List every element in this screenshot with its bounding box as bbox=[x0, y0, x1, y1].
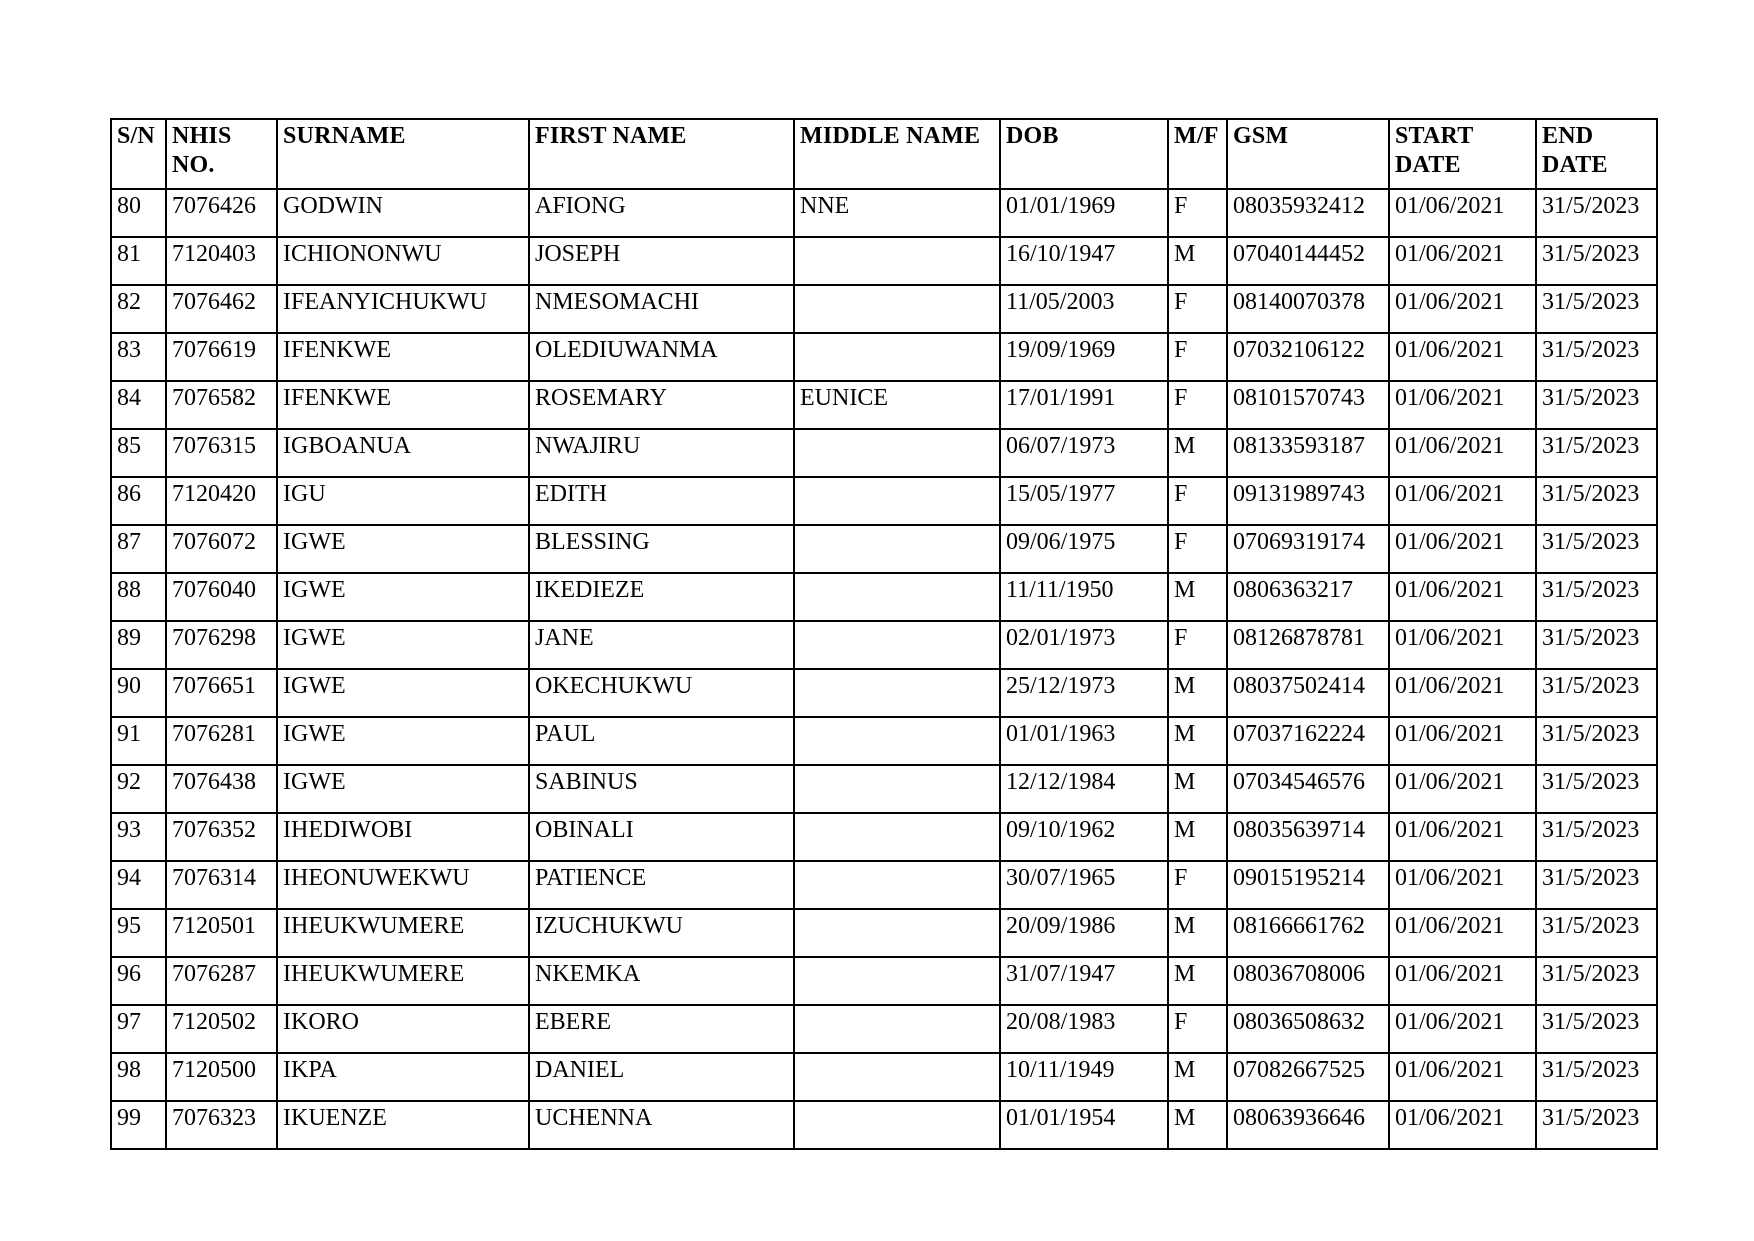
cell-middle-name: NNE bbox=[794, 189, 1000, 237]
column-header-first-name: FIRST NAME bbox=[529, 119, 794, 189]
cell-first-name: OBINALI bbox=[529, 813, 794, 861]
cell-dob: 20/09/1986 bbox=[1000, 909, 1168, 957]
table-row bbox=[111, 765, 1657, 813]
table-row bbox=[111, 381, 1657, 429]
cell-sn: 80 bbox=[111, 189, 166, 237]
cell-end-date: 31/5/2023 bbox=[1536, 525, 1657, 573]
cell-end-date: 31/5/2023 bbox=[1536, 621, 1657, 669]
cell-gsm: 07082667525 bbox=[1227, 1053, 1389, 1101]
cell-end-date: 31/5/2023 bbox=[1536, 1053, 1657, 1101]
table-row bbox=[111, 189, 1657, 237]
cell-nhis-no: 7076438 bbox=[166, 765, 277, 813]
table-row bbox=[111, 813, 1657, 861]
cell-dob: 17/01/1991 bbox=[1000, 381, 1168, 429]
cell-end-date: 31/5/2023 bbox=[1536, 237, 1657, 285]
cell-nhis-no: 7076651 bbox=[166, 669, 277, 717]
cell-gsm: 08140070378 bbox=[1227, 285, 1389, 333]
cell-nhis-no: 7076352 bbox=[166, 813, 277, 861]
cell-first-name: JOSEPH bbox=[529, 237, 794, 285]
cell-sn: 91 bbox=[111, 717, 166, 765]
cell-sn: 95 bbox=[111, 909, 166, 957]
cell-nhis-no: 7076281 bbox=[166, 717, 277, 765]
cell-dob: 25/12/1973 bbox=[1000, 669, 1168, 717]
cell-first-name: NWAJIRU bbox=[529, 429, 794, 477]
table-row bbox=[111, 669, 1657, 717]
cell-sex: M bbox=[1168, 957, 1227, 1005]
table-row bbox=[111, 477, 1657, 525]
cell-start-date: 01/06/2021 bbox=[1389, 1101, 1536, 1149]
cell-surname: GODWIN bbox=[277, 189, 529, 237]
column-header-middle-name: MIDDLE NAME bbox=[794, 119, 1000, 189]
cell-surname: IGBOANUA bbox=[277, 429, 529, 477]
cell-middle-name bbox=[794, 1053, 1000, 1101]
cell-dob: 30/07/1965 bbox=[1000, 861, 1168, 909]
cell-first-name: DANIEL bbox=[529, 1053, 794, 1101]
cell-start-date: 01/06/2021 bbox=[1389, 1053, 1536, 1101]
table-row bbox=[111, 957, 1657, 1005]
cell-dob: 12/12/1984 bbox=[1000, 765, 1168, 813]
cell-sex: M bbox=[1168, 573, 1227, 621]
table-row bbox=[111, 909, 1657, 957]
cell-end-date: 31/5/2023 bbox=[1536, 669, 1657, 717]
enrollee-table bbox=[110, 118, 1658, 1150]
table-body bbox=[111, 189, 1657, 1149]
cell-first-name: ROSEMARY bbox=[529, 381, 794, 429]
column-header-nhis-no: NHIS NO. bbox=[166, 119, 277, 189]
cell-surname: IGU bbox=[277, 477, 529, 525]
cell-nhis-no: 7076315 bbox=[166, 429, 277, 477]
column-header-end-date: END DATE bbox=[1536, 119, 1657, 189]
cell-gsm: 08036708006 bbox=[1227, 957, 1389, 1005]
cell-start-date: 01/06/2021 bbox=[1389, 813, 1536, 861]
cell-dob: 06/07/1973 bbox=[1000, 429, 1168, 477]
cell-first-name: SABINUS bbox=[529, 765, 794, 813]
table-row bbox=[111, 1101, 1657, 1149]
table-row bbox=[111, 237, 1657, 285]
table-row bbox=[111, 285, 1657, 333]
cell-end-date: 31/5/2023 bbox=[1536, 429, 1657, 477]
cell-dob: 20/08/1983 bbox=[1000, 1005, 1168, 1053]
table-row bbox=[111, 573, 1657, 621]
cell-sn: 87 bbox=[111, 525, 166, 573]
cell-middle-name: EUNICE bbox=[794, 381, 1000, 429]
cell-start-date: 01/06/2021 bbox=[1389, 861, 1536, 909]
cell-first-name: BLESSING bbox=[529, 525, 794, 573]
cell-middle-name bbox=[794, 237, 1000, 285]
table-header bbox=[111, 119, 1657, 189]
cell-sex: F bbox=[1168, 1005, 1227, 1053]
cell-start-date: 01/06/2021 bbox=[1389, 621, 1536, 669]
cell-gsm: 08166661762 bbox=[1227, 909, 1389, 957]
cell-end-date: 31/5/2023 bbox=[1536, 957, 1657, 1005]
cell-sn: 85 bbox=[111, 429, 166, 477]
column-header-start-date: START DATE bbox=[1389, 119, 1536, 189]
cell-start-date: 01/06/2021 bbox=[1389, 189, 1536, 237]
table-row bbox=[111, 717, 1657, 765]
cell-middle-name bbox=[794, 429, 1000, 477]
cell-end-date: 31/5/2023 bbox=[1536, 765, 1657, 813]
cell-surname: IGWE bbox=[277, 717, 529, 765]
table-row bbox=[111, 525, 1657, 573]
cell-middle-name bbox=[794, 525, 1000, 573]
cell-nhis-no: 7120500 bbox=[166, 1053, 277, 1101]
cell-sn: 93 bbox=[111, 813, 166, 861]
cell-surname: IGWE bbox=[277, 621, 529, 669]
cell-nhis-no: 7120403 bbox=[166, 237, 277, 285]
cell-end-date: 31/5/2023 bbox=[1536, 1101, 1657, 1149]
cell-gsm: 08036508632 bbox=[1227, 1005, 1389, 1053]
cell-surname: ICHIONONWU bbox=[277, 237, 529, 285]
cell-start-date: 01/06/2021 bbox=[1389, 333, 1536, 381]
cell-first-name: NMESOMACHI bbox=[529, 285, 794, 333]
cell-middle-name bbox=[794, 909, 1000, 957]
cell-sex: F bbox=[1168, 525, 1227, 573]
table-row bbox=[111, 333, 1657, 381]
cell-sn: 81 bbox=[111, 237, 166, 285]
cell-start-date: 01/06/2021 bbox=[1389, 285, 1536, 333]
cell-surname: IGWE bbox=[277, 573, 529, 621]
cell-surname: IHEUKWUMERE bbox=[277, 957, 529, 1005]
cell-dob: 11/11/1950 bbox=[1000, 573, 1168, 621]
cell-sex: F bbox=[1168, 285, 1227, 333]
cell-sex: F bbox=[1168, 621, 1227, 669]
cell-middle-name bbox=[794, 813, 1000, 861]
cell-gsm: 08035639714 bbox=[1227, 813, 1389, 861]
cell-nhis-no: 7120502 bbox=[166, 1005, 277, 1053]
cell-start-date: 01/06/2021 bbox=[1389, 429, 1536, 477]
cell-sex: F bbox=[1168, 333, 1227, 381]
cell-start-date: 01/06/2021 bbox=[1389, 237, 1536, 285]
cell-sex: M bbox=[1168, 1101, 1227, 1149]
cell-middle-name bbox=[794, 861, 1000, 909]
cell-gsm: 09131989743 bbox=[1227, 477, 1389, 525]
cell-surname: IFENKWE bbox=[277, 333, 529, 381]
cell-end-date: 31/5/2023 bbox=[1536, 333, 1657, 381]
cell-gsm: 08037502414 bbox=[1227, 669, 1389, 717]
cell-sn: 92 bbox=[111, 765, 166, 813]
cell-middle-name bbox=[794, 957, 1000, 1005]
table-row bbox=[111, 429, 1657, 477]
column-header-gsm: GSM bbox=[1227, 119, 1389, 189]
cell-dob: 09/06/1975 bbox=[1000, 525, 1168, 573]
column-header-surname: SURNAME bbox=[277, 119, 529, 189]
table-row bbox=[111, 1005, 1657, 1053]
cell-first-name: NKEMKA bbox=[529, 957, 794, 1005]
cell-first-name: UCHENNA bbox=[529, 1101, 794, 1149]
cell-sn: 84 bbox=[111, 381, 166, 429]
cell-first-name: AFIONG bbox=[529, 189, 794, 237]
cell-start-date: 01/06/2021 bbox=[1389, 477, 1536, 525]
column-header-sex: M/F bbox=[1168, 119, 1227, 189]
cell-sn: 96 bbox=[111, 957, 166, 1005]
cell-nhis-no: 7120501 bbox=[166, 909, 277, 957]
header-row bbox=[111, 119, 1657, 189]
cell-first-name: OLEDIUWANMA bbox=[529, 333, 794, 381]
cell-dob: 16/10/1947 bbox=[1000, 237, 1168, 285]
cell-dob: 15/05/1977 bbox=[1000, 477, 1168, 525]
cell-start-date: 01/06/2021 bbox=[1389, 717, 1536, 765]
cell-end-date: 31/5/2023 bbox=[1536, 861, 1657, 909]
cell-start-date: 01/06/2021 bbox=[1389, 525, 1536, 573]
cell-sn: 90 bbox=[111, 669, 166, 717]
cell-end-date: 31/5/2023 bbox=[1536, 285, 1657, 333]
cell-sex: F bbox=[1168, 477, 1227, 525]
cell-surname: IKPA bbox=[277, 1053, 529, 1101]
cell-first-name: EDITH bbox=[529, 477, 794, 525]
cell-dob: 01/01/1954 bbox=[1000, 1101, 1168, 1149]
cell-end-date: 31/5/2023 bbox=[1536, 717, 1657, 765]
column-header-sn: S/N bbox=[111, 119, 166, 189]
cell-sn: 97 bbox=[111, 1005, 166, 1053]
table-row bbox=[111, 1053, 1657, 1101]
cell-dob: 09/10/1962 bbox=[1000, 813, 1168, 861]
cell-middle-name bbox=[794, 1005, 1000, 1053]
cell-sn: 89 bbox=[111, 621, 166, 669]
cell-nhis-no: 7076619 bbox=[166, 333, 277, 381]
cell-middle-name bbox=[794, 1101, 1000, 1149]
cell-surname: IKORO bbox=[277, 1005, 529, 1053]
cell-sex: M bbox=[1168, 237, 1227, 285]
cell-start-date: 01/06/2021 bbox=[1389, 573, 1536, 621]
cell-middle-name bbox=[794, 621, 1000, 669]
cell-middle-name bbox=[794, 717, 1000, 765]
cell-middle-name bbox=[794, 477, 1000, 525]
cell-start-date: 01/06/2021 bbox=[1389, 1005, 1536, 1053]
cell-gsm: 07037162224 bbox=[1227, 717, 1389, 765]
cell-nhis-no: 7076462 bbox=[166, 285, 277, 333]
cell-nhis-no: 7076072 bbox=[166, 525, 277, 573]
cell-end-date: 31/5/2023 bbox=[1536, 189, 1657, 237]
cell-first-name: IZUCHUKWU bbox=[529, 909, 794, 957]
cell-end-date: 31/5/2023 bbox=[1536, 381, 1657, 429]
cell-surname: IFEANYICHUKWU bbox=[277, 285, 529, 333]
cell-nhis-no: 7076323 bbox=[166, 1101, 277, 1149]
cell-end-date: 31/5/2023 bbox=[1536, 909, 1657, 957]
cell-middle-name bbox=[794, 573, 1000, 621]
cell-sex: M bbox=[1168, 429, 1227, 477]
table-row bbox=[111, 621, 1657, 669]
cell-dob: 01/01/1969 bbox=[1000, 189, 1168, 237]
cell-surname: IGWE bbox=[277, 669, 529, 717]
cell-sn: 99 bbox=[111, 1101, 166, 1149]
cell-nhis-no: 7076040 bbox=[166, 573, 277, 621]
cell-start-date: 01/06/2021 bbox=[1389, 765, 1536, 813]
cell-nhis-no: 7076287 bbox=[166, 957, 277, 1005]
cell-sn: 94 bbox=[111, 861, 166, 909]
cell-surname: IHEDIWOBI bbox=[277, 813, 529, 861]
cell-first-name: EBERE bbox=[529, 1005, 794, 1053]
cell-first-name: PAUL bbox=[529, 717, 794, 765]
cell-sn: 98 bbox=[111, 1053, 166, 1101]
cell-dob: 31/07/1947 bbox=[1000, 957, 1168, 1005]
cell-first-name: PATIENCE bbox=[529, 861, 794, 909]
cell-gsm: 07032106122 bbox=[1227, 333, 1389, 381]
cell-sex: F bbox=[1168, 189, 1227, 237]
cell-surname: IGWE bbox=[277, 765, 529, 813]
cell-end-date: 31/5/2023 bbox=[1536, 1005, 1657, 1053]
cell-first-name: JANE bbox=[529, 621, 794, 669]
cell-end-date: 31/5/2023 bbox=[1536, 573, 1657, 621]
cell-gsm: 09015195214 bbox=[1227, 861, 1389, 909]
cell-nhis-no: 7076426 bbox=[166, 189, 277, 237]
cell-nhis-no: 7120420 bbox=[166, 477, 277, 525]
cell-dob: 10/11/1949 bbox=[1000, 1053, 1168, 1101]
cell-surname: IKUENZE bbox=[277, 1101, 529, 1149]
cell-gsm: 08101570743 bbox=[1227, 381, 1389, 429]
cell-sn: 88 bbox=[111, 573, 166, 621]
cell-sex: M bbox=[1168, 813, 1227, 861]
cell-gsm: 08126878781 bbox=[1227, 621, 1389, 669]
cell-start-date: 01/06/2021 bbox=[1389, 909, 1536, 957]
cell-nhis-no: 7076314 bbox=[166, 861, 277, 909]
cell-surname: IHEUKWUMERE bbox=[277, 909, 529, 957]
cell-gsm: 07040144452 bbox=[1227, 237, 1389, 285]
cell-sex: F bbox=[1168, 381, 1227, 429]
cell-sex: M bbox=[1168, 909, 1227, 957]
cell-first-name: IKEDIEZE bbox=[529, 573, 794, 621]
cell-dob: 11/05/2003 bbox=[1000, 285, 1168, 333]
cell-middle-name bbox=[794, 333, 1000, 381]
cell-dob: 02/01/1973 bbox=[1000, 621, 1168, 669]
cell-end-date: 31/5/2023 bbox=[1536, 813, 1657, 861]
cell-first-name: OKECHUKWU bbox=[529, 669, 794, 717]
cell-sn: 82 bbox=[111, 285, 166, 333]
cell-surname: IFENKWE bbox=[277, 381, 529, 429]
cell-start-date: 01/06/2021 bbox=[1389, 381, 1536, 429]
cell-nhis-no: 7076298 bbox=[166, 621, 277, 669]
cell-middle-name bbox=[794, 669, 1000, 717]
cell-gsm: 08063936646 bbox=[1227, 1101, 1389, 1149]
cell-sex: M bbox=[1168, 1053, 1227, 1101]
cell-gsm: 07069319174 bbox=[1227, 525, 1389, 573]
cell-surname: IGWE bbox=[277, 525, 529, 573]
cell-start-date: 01/06/2021 bbox=[1389, 669, 1536, 717]
cell-start-date: 01/06/2021 bbox=[1389, 957, 1536, 1005]
cell-sn: 86 bbox=[111, 477, 166, 525]
cell-gsm: 08035932412 bbox=[1227, 189, 1389, 237]
cell-middle-name bbox=[794, 765, 1000, 813]
cell-sex: M bbox=[1168, 669, 1227, 717]
cell-middle-name bbox=[794, 285, 1000, 333]
column-header-dob: DOB bbox=[1000, 119, 1168, 189]
cell-surname: IHEONUWEKWU bbox=[277, 861, 529, 909]
cell-end-date: 31/5/2023 bbox=[1536, 477, 1657, 525]
table-row bbox=[111, 861, 1657, 909]
cell-sn: 83 bbox=[111, 333, 166, 381]
cell-gsm: 0806363217 bbox=[1227, 573, 1389, 621]
cell-sex: M bbox=[1168, 765, 1227, 813]
cell-gsm: 08133593187 bbox=[1227, 429, 1389, 477]
cell-gsm: 07034546576 bbox=[1227, 765, 1389, 813]
cell-dob: 19/09/1969 bbox=[1000, 333, 1168, 381]
cell-nhis-no: 7076582 bbox=[166, 381, 277, 429]
cell-sex: M bbox=[1168, 717, 1227, 765]
cell-sex: F bbox=[1168, 861, 1227, 909]
cell-dob: 01/01/1963 bbox=[1000, 717, 1168, 765]
